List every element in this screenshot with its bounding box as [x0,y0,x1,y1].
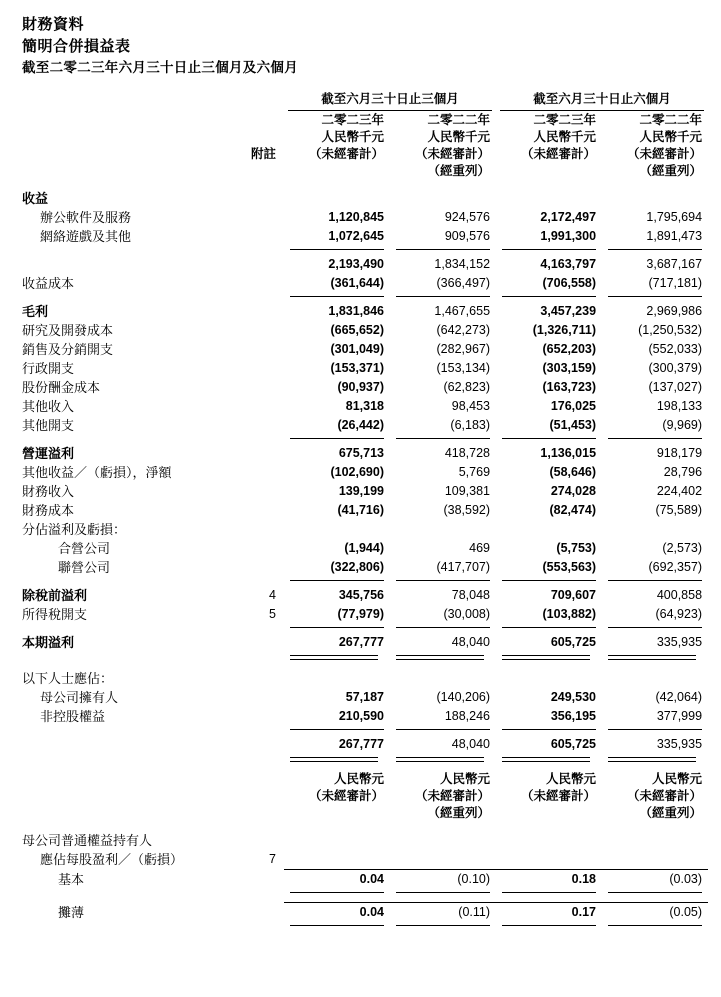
table-row [18,520,708,539]
row-value: (300,379) [648,361,703,375]
row-value: 2,172,497 [540,210,597,224]
row-label-admin: 行政開支 [22,361,75,376]
row-value: (26,442) [337,418,384,432]
header-col2-status: （未經審計） [521,147,597,161]
units-col2-currency: 人民幣元 [546,772,597,786]
row-value: 198,133 [656,399,703,413]
units-col0-status: （未經審計） [308,789,384,803]
row-value: 28,796 [663,465,703,479]
document-header [0,0,721,78]
row-label-finance-cost: 財務成本 [22,503,75,518]
row-label-profit-before-tax: 除稅前溢利 [22,588,88,603]
table-header-group-row [18,90,708,112]
row-label-other-gains: 其他收益／（虧損），淨額 [22,465,172,480]
header-col3-unit: 人民幣千元 [639,130,703,144]
row-value: (153,371) [330,361,384,375]
row-value: 918,179 [656,446,703,460]
row-label-joint-ventures: 合營公司 [58,541,111,556]
row-value: 605,725 [550,635,597,649]
row-note-revenue-total [230,255,284,274]
row-value: 345,756 [338,588,384,602]
table-row [18,463,708,482]
row-label-profit-for-period: 本期溢利 [22,635,75,650]
row-value: 1,991,300 [540,229,597,243]
row-note-gross-profit [230,302,284,321]
row-value: (51,453) [549,418,597,432]
table-row [18,444,708,463]
row-value: (322,806) [330,560,384,574]
row-label-other-income: 其他收入 [22,399,75,414]
row-value: 356,195 [550,709,597,723]
units-row-restated [18,805,708,822]
row-value: (82,474) [549,503,597,517]
table-row [18,302,708,321]
row-value: (41,716) [337,503,384,517]
row-note-attributable-total [230,735,284,754]
row-label-eps-basic: 基本 [58,871,85,887]
row-value: (62,823) [443,380,491,394]
row-note-selling [230,340,284,359]
header-col2-restated [496,163,602,180]
units-col1-currency: 人民幣元 [440,772,491,786]
row-note-finance-cost [230,501,284,520]
row-label-operating-profit: 營運溢利 [22,446,75,461]
row-value: (6,183) [450,418,491,432]
units-row-currency [18,771,708,788]
row-value: (75,589) [655,503,703,517]
row-value: 5,769 [458,465,491,479]
row-value: 377,999 [656,709,703,723]
row-label-attributable-total [18,735,230,754]
table-row [18,669,708,688]
row-value: 98,453 [451,399,491,413]
table-row [18,359,708,378]
row-note-operating-profit [230,444,284,463]
row-value: 335,935 [656,635,703,649]
row-value: 2,193,490 [328,257,384,271]
table-row [18,227,708,246]
row-value: 78,048 [451,588,491,602]
table-header-year-row [18,112,708,129]
header-col0-year: 二零二三年 [321,113,384,127]
income-statement-table [18,90,708,926]
table-header-status-row [18,146,708,163]
row-value: (137,027) [648,380,703,394]
table-row [18,189,708,208]
row-value: 176,025 [550,399,597,413]
row-value: (553,563) [542,560,597,574]
row-value: 418,728 [444,446,491,460]
units-col0-restated [284,805,390,822]
table-row [18,633,708,652]
row-label-other-expense: 其他開支 [22,418,75,433]
units-col1-restated: （經重列） [427,806,491,820]
row-value: (665,652) [330,323,384,337]
table-row [18,501,708,520]
row-value: 909,576 [444,229,491,243]
table-header-restated-row [18,163,708,180]
row-note-office-software [230,208,284,227]
table-row [18,707,708,726]
eps-rule [18,922,708,926]
row-note-profit-for-period [230,633,284,652]
row-value: 57,187 [345,690,384,704]
row-value: (0.10) [390,869,496,889]
table-row [18,605,708,624]
row-value: 924,576 [444,210,491,224]
statement-period: 截至二零二三年六月三十日止三個月及六個月 [22,60,298,75]
row-value: (301,049) [330,342,384,356]
header-col1-year: 二零二二年 [427,113,491,127]
row-value: 0.04 [284,902,390,922]
row-value: 249,530 [550,690,597,704]
units-col3-restated: （經重列） [639,806,703,820]
header-col0-restated [284,163,390,180]
units-col3-currency: 人民幣元 [652,772,703,786]
statement-title: 簡明合併損益表 [22,38,131,55]
row-label-rnd: 研究及開發成本 [22,323,114,338]
header-col0-status: （未經審計） [308,147,384,161]
table-row [18,274,708,293]
row-value: (717,181) [648,276,703,290]
row-value: 1,072,645 [328,229,384,243]
header-col3-status: （未經審計） [627,147,703,161]
row-label-revenue-total [18,255,230,274]
row-note-share-based [230,378,284,397]
table-row [18,378,708,397]
row-value: (42,064) [655,690,703,704]
header-col3-restated: （經重列） [639,164,703,178]
units-col2-status: （未經審計） [521,789,597,803]
row-value: 48,040 [451,737,491,751]
row-value: 48,040 [451,635,491,649]
row-label-associates: 聯營公司 [58,560,111,575]
row-value: (90,937) [337,380,384,394]
total-double-rule [18,754,708,762]
table-row [18,539,708,558]
row-value: 1,891,473 [646,229,703,243]
row-value: (30,008) [443,607,491,621]
row-value: 1,120,845 [328,210,384,224]
units-col3-status: （未經審計） [627,789,703,803]
row-value: 188,246 [444,709,491,723]
table-row [18,416,708,435]
row-label-online-games: 網絡遊戲及其他 [40,229,132,244]
row-value: (0.11) [390,902,496,922]
row-note-profit-before-tax: 4 [269,588,276,602]
row-label-office-software: 辦公軟件及服務 [40,210,132,225]
row-label-eps-heading-1: 母公司普通權益持有人 [22,833,153,848]
row-note-eps-diluted [230,902,284,922]
units-col0-currency: 人民幣元 [333,772,384,786]
row-label-income-tax: 所得稅開支 [22,607,88,622]
row-note-online-games [230,227,284,246]
row-value: 675,713 [338,446,384,460]
row-value: 2,969,986 [646,304,703,318]
row-value: 0.04 [284,869,390,889]
row-value: 267,777 [338,737,384,751]
table-row [18,397,708,416]
row-value: 224,402 [656,484,703,498]
row-value: 1,834,152 [434,257,491,271]
row-note-cost-of-revenue [230,274,284,293]
row-note-other-gains [230,463,284,482]
row-label-gross-profit: 毛利 [22,304,49,319]
header-col1-restated: （經重列） [427,164,491,178]
row-value: (2,573) [662,541,703,555]
table-row [18,482,708,501]
row-label-share-based: 股份酬金成本 [22,380,101,395]
row-value: 1,795,694 [646,210,703,224]
row-value: 605,725 [550,737,597,751]
row-value: 139,199 [338,484,384,498]
row-note-owners [230,688,284,707]
row-value: (417,707) [436,560,491,574]
table-row [18,902,708,922]
row-note-rnd [230,321,284,340]
row-value: (282,967) [436,342,491,356]
row-value: 3,687,167 [646,257,703,271]
row-label-finance-income: 財務收入 [22,484,75,499]
total-double-rule [18,652,708,660]
row-label-cost-of-revenue: 收益成本 [22,276,75,291]
row-note-income-tax: 5 [269,607,276,621]
table-row [18,208,708,227]
header-col2-year: 二零二三年 [533,113,597,127]
row-label-non-controlling: 非控股權益 [40,709,106,724]
table-row [18,586,708,605]
table-row [18,831,708,850]
row-note-other-income [230,397,284,416]
table-row [18,340,708,359]
row-value: 335,935 [656,737,703,751]
row-value: (366,497) [436,276,491,290]
row-value: (0.05) [602,902,708,922]
row-note-non-controlling [230,707,284,726]
row-note-other-expense [230,416,284,435]
row-value: 3,457,239 [540,304,597,318]
note-column-header: 附註 [250,147,276,161]
row-label-eps-diluted: 攤薄 [58,904,85,920]
table-row [18,869,708,889]
row-value: (361,644) [330,276,384,290]
row-label-owners: 母公司擁有人 [40,690,119,705]
table-header-unit-row [18,129,708,146]
row-label-eps-heading-2: 應佔每股盈利／（虧損） [40,852,184,867]
row-value: (692,357) [648,560,703,574]
header-col1-unit: 人民幣千元 [427,130,491,144]
row-label-revenue: 收益 [22,191,49,206]
row-value: (153,134) [436,361,491,375]
row-value: 267,777 [338,635,384,649]
row-value: (1,326,711) [532,323,597,337]
header-col2-unit: 人民幣千元 [533,130,597,144]
row-value: (9,969) [662,418,703,432]
table-row [18,735,708,754]
row-value: (706,558) [542,276,597,290]
row-value: (103,882) [542,607,597,621]
row-value: 81,318 [345,399,384,413]
row-value: (552,033) [648,342,703,356]
row-value: 210,590 [338,709,384,723]
row-value: 1,136,015 [540,446,597,460]
row-value: (303,159) [542,361,597,375]
row-value: 109,381 [444,484,491,498]
row-label-share-of-heading: 分佔溢利及虧損： [22,522,127,537]
row-value: (163,723) [542,380,597,394]
row-value: 400,858 [656,588,703,602]
header-six-months: 截至六月三十日止六個月 [496,90,708,112]
table-row [18,558,708,577]
row-value: (140,206) [436,690,491,704]
row-value: (652,203) [542,342,597,356]
row-note-eps: 7 [269,852,276,866]
header-col3-year: 二零二二年 [639,113,703,127]
row-note-joint-ventures [230,539,284,558]
page-title: 財務資料 [22,16,85,33]
row-note-finance-income [230,482,284,501]
row-value: 1,467,655 [434,304,491,318]
row-label-selling: 銷售及分銷開支 [22,342,114,357]
row-note-admin [230,359,284,378]
row-label-attributable-heading: 以下人士應佔： [22,671,114,686]
row-value: 709,607 [550,588,597,602]
header-col0-unit: 人民幣千元 [321,130,384,144]
row-value: 0.18 [496,869,602,889]
row-value: (1,944) [344,541,384,555]
header-col1-status: （未經審計） [415,147,491,161]
row-value: 0.17 [496,902,602,922]
row-value: (64,923) [655,607,703,621]
row-value: (77,979) [337,607,384,621]
row-value: 469 [469,541,491,555]
units-row-status [18,788,708,805]
row-value: (5,753) [556,541,597,555]
row-value: 4,163,797 [540,257,597,271]
row-value: (102,690) [330,465,384,479]
table-row [18,850,708,869]
row-value: 274,028 [550,484,597,498]
table-row [18,255,708,274]
row-value: (58,646) [549,465,597,479]
row-value: 1,831,846 [328,304,384,318]
row-value: (1,250,532) [638,323,703,337]
table-row [18,688,708,707]
header-three-months: 截至六月三十日止三個月 [284,90,496,112]
table-row [18,321,708,340]
row-note-eps-basic [230,869,284,889]
row-note-associates [230,558,284,577]
row-value: (38,592) [443,503,491,517]
units-col2-restated [496,805,602,822]
row-value: (0.03) [602,869,708,889]
units-col1-status: （未經審計） [415,789,491,803]
row-value: (642,273) [436,323,491,337]
